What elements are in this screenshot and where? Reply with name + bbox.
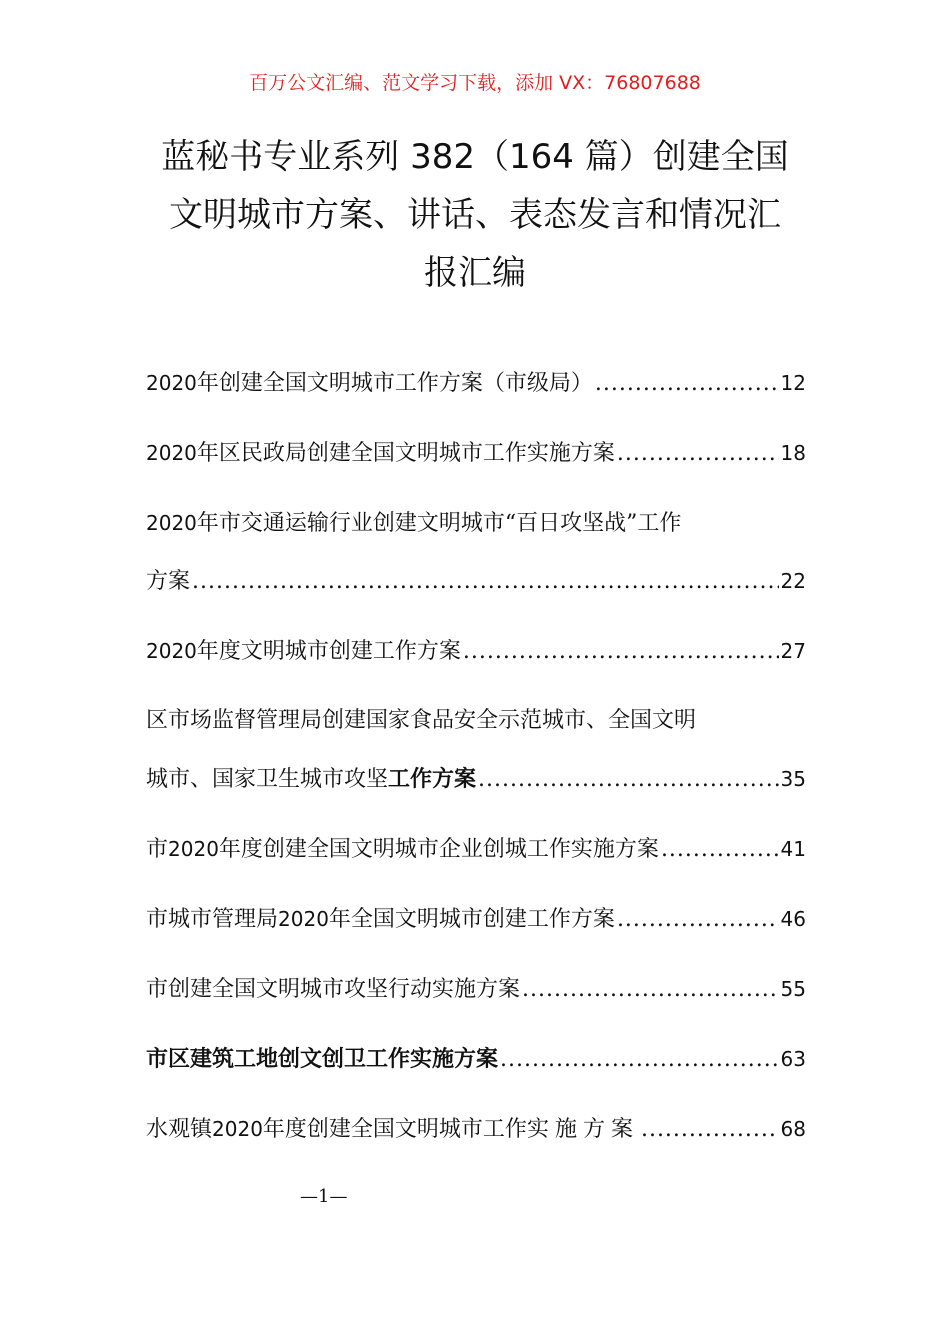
title-line-1: 蓝秘书专业系列 382（164 篇）创建全国 [161, 137, 789, 177]
toc-entry-5-text-1: 区市场监督管理局创建国家食品安全示范城市、全国文明 [146, 708, 697, 733]
title-line-3: 报汇编 [424, 253, 526, 293]
toc-entry-9-page: 63 [780, 1047, 806, 1071]
toc-leader-dots [641, 1107, 779, 1153]
table-of-contents [146, 360, 806, 1176]
toc-entry-6-year: 2020 [168, 837, 219, 861]
toc-entry-5[interactable] [146, 698, 806, 826]
toc-leader-dots [617, 897, 779, 943]
toc-entry-7[interactable] [146, 896, 806, 966]
toc-entry-8-text: 市创建全国文明城市攻坚行动实施方案 [146, 977, 521, 1002]
toc-entry-10-page: 68 [780, 1117, 806, 1141]
toc-leader-dots [617, 431, 779, 477]
toc-entry-4-page: 27 [780, 639, 806, 663]
toc-entry-10[interactable] [146, 1106, 806, 1176]
toc-leader-dots [192, 559, 779, 605]
toc-leader-dots [500, 1037, 779, 1083]
title-line-2: 文明城市方案、讲话、表态发言和情况汇 [169, 195, 781, 235]
toc-entry-2-page: 18 [780, 441, 806, 465]
toc-entry-10-text: 年度创建全国文明城市工作 [262, 1117, 527, 1142]
toc-leader-dots [522, 967, 779, 1013]
toc-entry-9[interactable] [146, 1036, 806, 1106]
toc-entry-4[interactable] [146, 628, 806, 698]
toc-entry-4-year: 2020 [146, 639, 197, 663]
toc-entry-8-page: 55 [780, 977, 806, 1001]
toc-entry-2[interactable] [146, 430, 806, 500]
toc-entry-5-text-2b: 工作方案 [388, 767, 477, 792]
toc-leader-dots [478, 757, 779, 803]
toc-entry-7-page: 46 [780, 907, 806, 931]
toc-entry-6-text: 年度创建全国文明城市企业创城工作实施方案 [218, 837, 659, 862]
toc-entry-7-text: 年全国文明城市创建工作方案 [328, 907, 615, 932]
toc-entry-3-page: 22 [780, 569, 806, 593]
toc-leader-dots [463, 629, 779, 675]
page-number: —1— [300, 1186, 348, 1207]
toc-entry-1[interactable] [146, 360, 806, 430]
toc-entry-2-text: 年区民政局创建全国文明城市工作实施方案 [196, 441, 615, 466]
toc-entry-10-year: 2020 [212, 1117, 263, 1141]
toc-entry-2-year: 2020 [146, 441, 197, 465]
toc-entry-10-prefix: 水观镇 [146, 1117, 213, 1142]
toc-entry-3-text-2: 方案 [146, 569, 191, 594]
toc-entry-4-text: 年度文明城市创建工作方案 [196, 639, 461, 664]
toc-leader-dots [661, 827, 779, 873]
toc-entry-3-year: 2020 [146, 511, 197, 535]
toc-entry-3-text-1: 年市交通运输行业创建文明城市“百日攻坚战”工作 [196, 511, 682, 536]
toc-entry-5-page: 35 [780, 767, 806, 791]
toc-entry-6[interactable] [146, 826, 806, 896]
toc-entry-5-text-2a: 城市、国家卫生城市攻坚 [146, 767, 389, 792]
toc-entry-7-year: 2020 [278, 907, 329, 931]
toc-entry-10-tail: 实施方案 [526, 1117, 639, 1142]
toc-entry-7-prefix: 市城市管理局 [146, 907, 279, 932]
toc-entry-6-prefix: 市 [146, 837, 169, 862]
toc-entry-8[interactable] [146, 966, 806, 1036]
toc-leader-dots [595, 361, 779, 407]
document-title [130, 128, 820, 302]
toc-entry-1-text: 年创建全国文明城市工作方案（市级局） [196, 371, 593, 396]
toc-entry-1-page: 12 [780, 371, 806, 395]
header-banner: 百万公文汇编、范文学习下载，添加 VX：76807688 [249, 72, 701, 94]
toc-entry-6-page: 41 [780, 837, 806, 861]
toc-entry-3[interactable] [146, 500, 806, 628]
toc-entry-1-year: 2020 [146, 371, 197, 395]
toc-entry-9-text: 市区建筑工地创文创卫工作实施方案 [146, 1047, 499, 1072]
